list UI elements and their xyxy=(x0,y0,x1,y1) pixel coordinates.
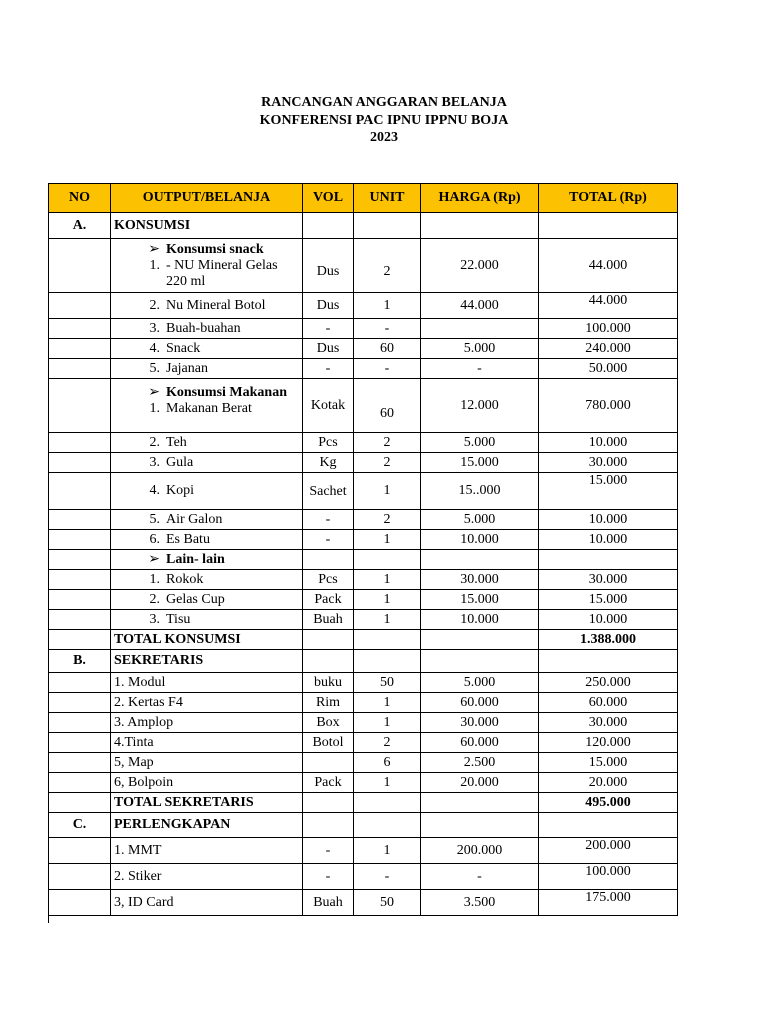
item-total: 20.000 xyxy=(539,773,678,793)
item-total: 10.000 xyxy=(539,433,678,453)
item-name: 1. Modul xyxy=(111,673,303,693)
item-name: - NU Mineral Gelas 220 ml xyxy=(166,257,278,289)
item-harga: 15..000 xyxy=(421,473,539,510)
item-name: Buah-buahan xyxy=(166,320,241,336)
item-total: 15.000 xyxy=(539,473,678,510)
total-value: 1.388.000 xyxy=(539,630,678,650)
table-row xyxy=(49,693,678,713)
item-harga: 200.000 xyxy=(421,838,539,864)
item-vol: Dus xyxy=(303,293,354,319)
item-name: Kopi xyxy=(166,483,194,498)
table-row: 2. Teh Pcs 2 5.000 10.000 xyxy=(49,433,678,453)
table-row: 3. Buah-buahan - - 100.000 xyxy=(49,319,678,339)
bullet-arrow-icon: ➢ xyxy=(148,241,160,257)
item-name: 1. MMT xyxy=(111,838,303,864)
item-harga: 60.000 xyxy=(421,733,539,753)
item-harga: - xyxy=(421,359,539,379)
item-vol: Pcs xyxy=(303,570,354,590)
item-total: 240.000 xyxy=(539,339,678,359)
item-harga: 15.000 xyxy=(421,453,539,473)
item-vol: Botol xyxy=(303,733,354,753)
header-harga: HARGA (Rp) xyxy=(421,184,539,213)
table-row: 4. Snack Dus 60 5.000 240.000 xyxy=(49,339,678,359)
item-name: Makanan Berat xyxy=(166,400,252,416)
item-vol: Sachet xyxy=(303,473,354,510)
table-row xyxy=(49,864,678,890)
item-harga: 30.000 xyxy=(421,713,539,733)
item-total: 30.000 xyxy=(539,713,678,733)
item-vol: Dus xyxy=(303,339,354,359)
item-unit: - xyxy=(354,319,421,339)
table-row: 2. Gelas Cup Pack 1 15.000 15.000 xyxy=(49,590,678,610)
section-label: PERLENGKAPAN xyxy=(111,813,303,838)
item-unit: 2 xyxy=(354,433,421,453)
item-name: 3, ID Card xyxy=(111,890,303,916)
table-row: 5. Air Galon - 2 5.000 10.000 xyxy=(49,510,678,530)
item-total: 175.000 xyxy=(539,890,678,916)
subgroup-heading-makanan: ➢ Konsumsi Makanan xyxy=(114,385,299,401)
subgroup-heading-lain: ➢ Lain- lain xyxy=(114,552,299,568)
item-vol: Box xyxy=(303,713,354,733)
section-number: A. xyxy=(49,213,111,239)
total-row-sekretaris xyxy=(49,793,678,813)
section-number: B. xyxy=(49,650,111,673)
item-total: 44.000 xyxy=(539,293,678,319)
section-row-perlengkapan xyxy=(49,813,678,838)
item-total: 120.000 xyxy=(539,733,678,753)
item-name: 2. Stiker xyxy=(111,864,303,890)
subgroup-heading-snack: ➢ Konsumsi snack xyxy=(114,242,299,258)
item-name: 3. Amplop xyxy=(111,713,303,733)
item-harga: 44.000 xyxy=(421,293,539,319)
item-unit: 60 xyxy=(354,339,421,359)
item-total: 10.000 xyxy=(539,530,678,550)
item-total: 100.000 xyxy=(539,319,678,339)
item-unit: 1 xyxy=(354,530,421,550)
total-label: TOTAL SEKRETARIS xyxy=(111,793,303,813)
header-total: TOTAL (Rp) xyxy=(539,184,678,213)
header-vol: VOL xyxy=(303,184,354,213)
table-row: 1. Rokok Pcs 1 30.000 30.000 xyxy=(49,570,678,590)
header-output: OUTPUT/BELANJA xyxy=(111,184,303,213)
item-harga: 5.000 xyxy=(421,433,539,453)
item-name: 4.Tinta xyxy=(111,733,303,753)
bullet-arrow-icon: ➢ xyxy=(148,551,160,567)
table-row xyxy=(49,753,678,773)
table-left-double-border xyxy=(48,183,49,923)
item-name: Air Galon xyxy=(166,511,223,527)
item-vol: Pcs xyxy=(303,433,354,453)
table-row: 4. Kopi Sachet 1 15..000 15.000 xyxy=(49,473,678,510)
item-harga: 5.000 xyxy=(421,339,539,359)
bullet-arrow-icon: ➢ xyxy=(148,384,160,400)
table-row xyxy=(49,890,678,916)
item-total: 250.000 xyxy=(539,673,678,693)
table-row xyxy=(49,550,678,570)
item-vol: Pack xyxy=(303,773,354,793)
item-total: 200.000 xyxy=(539,838,678,864)
item-vol: - xyxy=(303,530,354,550)
item-name: Snack xyxy=(166,340,201,356)
item-harga: 2.500 xyxy=(421,753,539,773)
item-total: 30.000 xyxy=(539,570,678,590)
item-unit: 50 xyxy=(354,673,421,693)
item-total: 30.000 xyxy=(539,453,678,473)
table-row: 5. Jajanan - - - 50.000 xyxy=(49,359,678,379)
item-name: 6, Bolpoin xyxy=(111,773,303,793)
item-vol: Kg xyxy=(303,453,354,473)
item-name: Gelas Cup xyxy=(166,591,225,607)
budget-table xyxy=(48,183,678,916)
item-unit: - xyxy=(354,864,421,890)
item-unit: 1 xyxy=(354,590,421,610)
item-unit: 2 xyxy=(354,510,421,530)
item-name: 5, Map xyxy=(111,753,303,773)
item-unit: 1 xyxy=(354,610,421,630)
item-total: 10.000 xyxy=(539,610,678,630)
table-row: ➢ Konsumsi snack 1. - NU Mineral Gelas 220 ml Dus 2 22.000 44.000 xyxy=(49,239,678,293)
item-vol: Kotak xyxy=(303,379,354,433)
item-name: Tisu xyxy=(166,611,191,627)
table-row: 3. Gula Kg 2 15.000 30.000 xyxy=(49,453,678,473)
item-name: Gula xyxy=(166,454,194,470)
document-title-line-2: KONFERENSI PAC IPNU IPPNU BOJA xyxy=(259,113,509,128)
item-harga: 15.000 xyxy=(421,590,539,610)
item-vol: Buah xyxy=(303,610,354,630)
item-harga: 20.000 xyxy=(421,773,539,793)
item-name: Nu Mineral Botol xyxy=(166,297,266,313)
item-unit: - xyxy=(354,359,421,379)
item-vol: - xyxy=(303,319,354,339)
table-row xyxy=(49,773,678,793)
item-vol: - xyxy=(303,838,354,864)
item-harga: 10.000 xyxy=(421,530,539,550)
section-row-konsumsi xyxy=(49,213,678,239)
item-name: Rokok xyxy=(166,571,204,587)
total-label: TOTAL KONSUMSI xyxy=(111,630,303,650)
item-vol: Dus xyxy=(303,239,354,293)
item-total: 15.000 xyxy=(539,590,678,610)
item-vol: - xyxy=(303,359,354,379)
item-unit: 2 xyxy=(354,453,421,473)
table-row xyxy=(49,713,678,733)
item-unit: 50 xyxy=(354,890,421,916)
item-unit: 1 xyxy=(354,713,421,733)
item-harga: 5.000 xyxy=(421,673,539,693)
item-harga: - xyxy=(421,864,539,890)
section-row-sekretaris xyxy=(49,650,678,673)
item-harga: 12.000 xyxy=(421,379,539,433)
item-name: Teh xyxy=(166,434,187,450)
table-row: 3. Tisu Buah 1 10.000 10.000 xyxy=(49,610,678,630)
item-name: 2. Kertas F4 xyxy=(111,693,303,713)
item-unit: 2 xyxy=(354,733,421,753)
item-total: 15.000 xyxy=(539,753,678,773)
table-row xyxy=(49,733,678,753)
item-total: 100.000 xyxy=(539,864,678,890)
table-row xyxy=(49,673,678,693)
item-name: Jajanan xyxy=(166,360,208,376)
table-row xyxy=(49,838,678,864)
item-harga: 30.000 xyxy=(421,570,539,590)
item-unit: 1 xyxy=(354,693,421,713)
item-vol: - xyxy=(303,510,354,530)
item-vol: - xyxy=(303,864,354,890)
item-unit: 1 xyxy=(354,838,421,864)
item-total: 60.000 xyxy=(539,693,678,713)
item-vol: Rim xyxy=(303,693,354,713)
section-number: C. xyxy=(49,813,111,838)
item-harga: 10.000 xyxy=(421,610,539,630)
document-title-line-1: RANCANGAN ANGGARAN BELANJA xyxy=(261,95,507,110)
item-harga xyxy=(421,319,539,339)
item-total: 50.000 xyxy=(539,359,678,379)
item-unit: 6 xyxy=(354,753,421,773)
budget-table-wrapper xyxy=(48,183,678,916)
item-unit: 1 xyxy=(354,293,421,319)
item-vol: buku xyxy=(303,673,354,693)
item-harga: 3.500 xyxy=(421,890,539,916)
header-unit: UNIT xyxy=(354,184,421,213)
item-unit: 1 xyxy=(354,570,421,590)
item-name: Es Batu xyxy=(166,531,210,547)
item-total: 44.000 xyxy=(539,239,678,293)
item-total: 780.000 xyxy=(539,379,678,433)
total-row-konsumsi xyxy=(49,630,678,650)
section-label: SEKRETARIS xyxy=(111,650,303,673)
table-row: 6. Es Batu - 1 10.000 10.000 xyxy=(49,530,678,550)
item-unit: 1 xyxy=(354,473,421,510)
item-harga: 22.000 xyxy=(421,239,539,293)
item-vol: Buah xyxy=(303,890,354,916)
item-vol: Pack xyxy=(303,590,354,610)
item-harga: 60.000 xyxy=(421,693,539,713)
document-title-line-3: 2023 xyxy=(370,130,398,145)
table-header-row xyxy=(49,184,678,213)
item-total: 10.000 xyxy=(539,510,678,530)
item-unit: 2 xyxy=(354,239,421,293)
table-row: ➢ Konsumsi Makanan 1. Makanan Berat Kotak 60 12.000 780.000 xyxy=(49,379,678,433)
item-unit: 60 xyxy=(354,379,421,433)
item-unit: 1 xyxy=(354,773,421,793)
section-label: KONSUMSI xyxy=(111,213,303,239)
item-vol xyxy=(303,753,354,773)
total-value: 495.000 xyxy=(539,793,678,813)
table-row: 2. Nu Mineral Botol Dus 1 44.000 44.000 xyxy=(49,293,678,319)
header-no: NO xyxy=(49,184,111,213)
item-harga: 5.000 xyxy=(421,510,539,530)
